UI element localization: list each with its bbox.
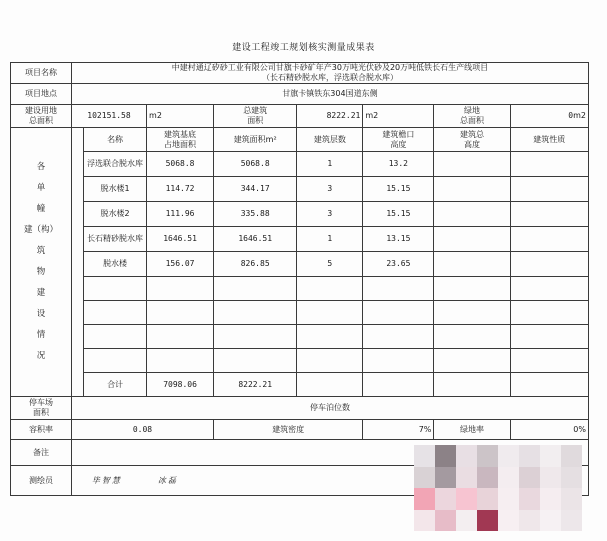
building-name: 脱水楼: [84, 252, 147, 277]
building-base-area: 111.96: [147, 202, 214, 227]
project-name-line2: （长石精砂脱水库，浮选联合脱水库）: [261, 73, 398, 82]
building-eave-height: 15.15: [363, 202, 434, 227]
green-area-cell: [510, 105, 588, 128]
building-floor-area: 1646.51: [214, 227, 297, 252]
green-area-label-line2: 总面积: [459, 116, 484, 125]
side-char: 设: [36, 309, 46, 319]
side-char: 幢: [36, 204, 46, 214]
mosaic-cell: [540, 445, 561, 467]
building-total-height: [434, 177, 510, 202]
building-total-height: [434, 202, 510, 227]
side-char: 情: [36, 330, 46, 340]
row-parking: [11, 397, 589, 420]
total-label: 合计: [84, 373, 147, 397]
mosaic-cell: [498, 488, 519, 510]
header-name: 名称: [84, 128, 147, 152]
header-base-area-line2: 占地面积: [164, 139, 197, 149]
mosaic-cell: [456, 510, 477, 532]
building-name: 浮选联合脱水库: [84, 152, 147, 177]
mosaic-cell: [477, 488, 498, 510]
parking-spaces-label: 停车泊位数: [71, 397, 588, 420]
building-floors: 1: [297, 152, 363, 177]
mosaic-cell: [561, 467, 582, 489]
side-char: 况: [36, 351, 46, 361]
buildings-side-label: [11, 128, 72, 397]
building-name: 脱水楼2: [84, 202, 147, 227]
mosaic-cell: [561, 488, 582, 510]
mosaic-cell: [519, 445, 540, 467]
building-total-height: [434, 152, 510, 177]
header-eave-height: [363, 128, 434, 152]
signature-2: 冰磊: [157, 475, 178, 485]
side-char: 建（构）: [23, 225, 58, 235]
land-area-label-line2: 总面积: [28, 116, 53, 125]
mosaic-cell: [561, 510, 582, 532]
mosaic-cell: [540, 467, 561, 489]
table-row: [11, 177, 589, 202]
total-building-area-label: [214, 105, 297, 128]
mosaic-cell: [435, 467, 456, 489]
mosaic-cell: [477, 510, 498, 532]
green-rate-label: 绿地率: [434, 420, 510, 440]
building-eave-height: 13.15: [363, 227, 434, 252]
land-area-unit: m2: [147, 105, 214, 128]
survey-results-table: [10, 62, 589, 496]
building-base-area: 5068.8: [147, 152, 214, 177]
table-row: [11, 202, 589, 227]
building-floor-area: 5068.8: [214, 152, 297, 177]
row-ratios: [11, 420, 589, 440]
building-floors: 3: [297, 202, 363, 227]
side-char: 各: [36, 162, 46, 172]
mosaic-cell: [435, 488, 456, 510]
green-area-unit: m2: [573, 111, 586, 120]
table-row-empty: [11, 349, 589, 373]
row-buildings-header: [11, 128, 589, 152]
mosaic-cell: [414, 467, 435, 489]
density-label: 建筑密度: [214, 420, 363, 440]
mosaic-cell: [477, 445, 498, 467]
mosaic-cell: [561, 445, 582, 467]
table-row: [11, 152, 589, 177]
building-floor-area: 826.85: [214, 252, 297, 277]
mosaic-cell: [498, 467, 519, 489]
building-nature: [510, 152, 588, 177]
parking-area-label: [11, 397, 72, 420]
table-row: [11, 252, 589, 277]
building-base-area: 114.72: [147, 177, 214, 202]
header-eave-line1: 建筑檐口: [382, 129, 415, 139]
land-area-value: 102151.58: [71, 105, 146, 128]
signature-1: 毕智慧: [91, 475, 122, 485]
side-char: 建: [36, 288, 46, 298]
building-nature: [510, 252, 588, 277]
table-row-empty: [11, 325, 589, 349]
surveyor-label: 测绘员: [11, 466, 72, 496]
pixelated-redaction: [414, 445, 582, 531]
mosaic-cell: [540, 488, 561, 510]
header-base-area-line1: 建筑基底: [164, 129, 197, 139]
mosaic-cell: [477, 467, 498, 489]
mosaic-cell: [540, 510, 561, 532]
project-location-label: 项目地点: [11, 84, 72, 105]
project-location-value: 甘旗卡镇铁东304国道东侧: [71, 84, 588, 105]
total-building-label-line2: 面积: [247, 116, 264, 125]
header-nature: 建筑性质: [510, 128, 588, 152]
density-value: 7%: [363, 420, 434, 440]
building-nature: [510, 227, 588, 252]
project-name-value: [71, 63, 588, 84]
mosaic-cell: [414, 488, 435, 510]
green-area-label: [434, 105, 510, 128]
green-rate-value: 0%: [510, 420, 588, 440]
header-total-height-line1: 建筑总: [459, 129, 484, 139]
building-nature: [510, 177, 588, 202]
mosaic-cell: [414, 445, 435, 467]
total-base-area: 7098.06: [147, 373, 214, 397]
parking-label-line2: 面积: [32, 408, 49, 417]
buildings-side-label-text: [23, 157, 58, 367]
building-total-height: [434, 227, 510, 252]
building-eave-height: 15.15: [363, 177, 434, 202]
green-area-value: 0: [568, 111, 574, 120]
land-area-label-line1: 建设用地: [24, 106, 57, 115]
mosaic-cell: [498, 445, 519, 467]
building-name: 长石精砂脱水库: [84, 227, 147, 252]
buildings-spacer-column: [71, 128, 83, 397]
building-base-area: 156.07: [147, 252, 214, 277]
document-title: 建设工程竣工规划核实测量成果表: [232, 43, 375, 53]
header-floor-area: 建筑面积m²: [214, 128, 297, 152]
parking-label-line1: 停车场: [28, 398, 53, 407]
mosaic-cell: [519, 510, 540, 532]
far-label: 容积率: [11, 420, 72, 440]
building-eave-height: 23.65: [363, 252, 434, 277]
mosaic-cell: [456, 467, 477, 489]
mosaic-cell: [435, 445, 456, 467]
building-nature: [510, 202, 588, 227]
total-building-label-line1: 总建筑: [243, 106, 268, 115]
header-eave-line2: 高度: [390, 139, 407, 149]
mosaic-cell: [498, 510, 519, 532]
land-area-label: [11, 105, 72, 128]
mosaic-cell: [519, 488, 540, 510]
side-char: 筑: [36, 246, 46, 256]
table-row-empty: [11, 301, 589, 325]
green-area-label-line1: 绿地: [463, 106, 480, 115]
mosaic-cell: [414, 510, 435, 532]
remarks-label: 备注: [11, 440, 72, 466]
header-total-height: [434, 128, 510, 152]
total-building-area-value: 8222.21: [297, 105, 363, 128]
side-char: 物: [36, 267, 46, 277]
header-floors: 建筑层数: [297, 128, 363, 152]
row-land-area: [11, 105, 589, 128]
building-base-area: 1646.51: [147, 227, 214, 252]
mosaic-cell: [435, 510, 456, 532]
table-row: [11, 227, 589, 252]
building-floors: 5: [297, 252, 363, 277]
total-floor-area: 8222.21: [214, 373, 297, 397]
far-value: 0.08: [71, 420, 213, 440]
project-name-label: 项目名称: [11, 63, 72, 84]
header-base-area: [147, 128, 214, 152]
mosaic-cell: [456, 445, 477, 467]
building-total-height: [434, 252, 510, 277]
total-building-area-unit: m2: [363, 105, 434, 128]
row-project-location: [11, 84, 589, 105]
table-row-empty: [11, 277, 589, 301]
building-eave-height: 13.2: [363, 152, 434, 177]
building-floors: 3: [297, 177, 363, 202]
project-name-line1: 中建村通辽矽砂工业有限公司甘旗卡砂矿年产30万吨光伏砂及20万吨低铁长石生产线项目: [171, 63, 489, 72]
building-floor-area: 344.17: [214, 177, 297, 202]
building-name: 脱水楼1: [84, 177, 147, 202]
row-project-name: [11, 63, 589, 84]
building-floor-area: 335.88: [214, 202, 297, 227]
mosaic-cell: [456, 488, 477, 510]
header-total-height-line2: 高度: [463, 139, 480, 149]
mosaic-cell: [519, 467, 540, 489]
row-total: [11, 373, 589, 397]
side-char: 单: [36, 183, 46, 193]
building-floors: 1: [297, 227, 363, 252]
